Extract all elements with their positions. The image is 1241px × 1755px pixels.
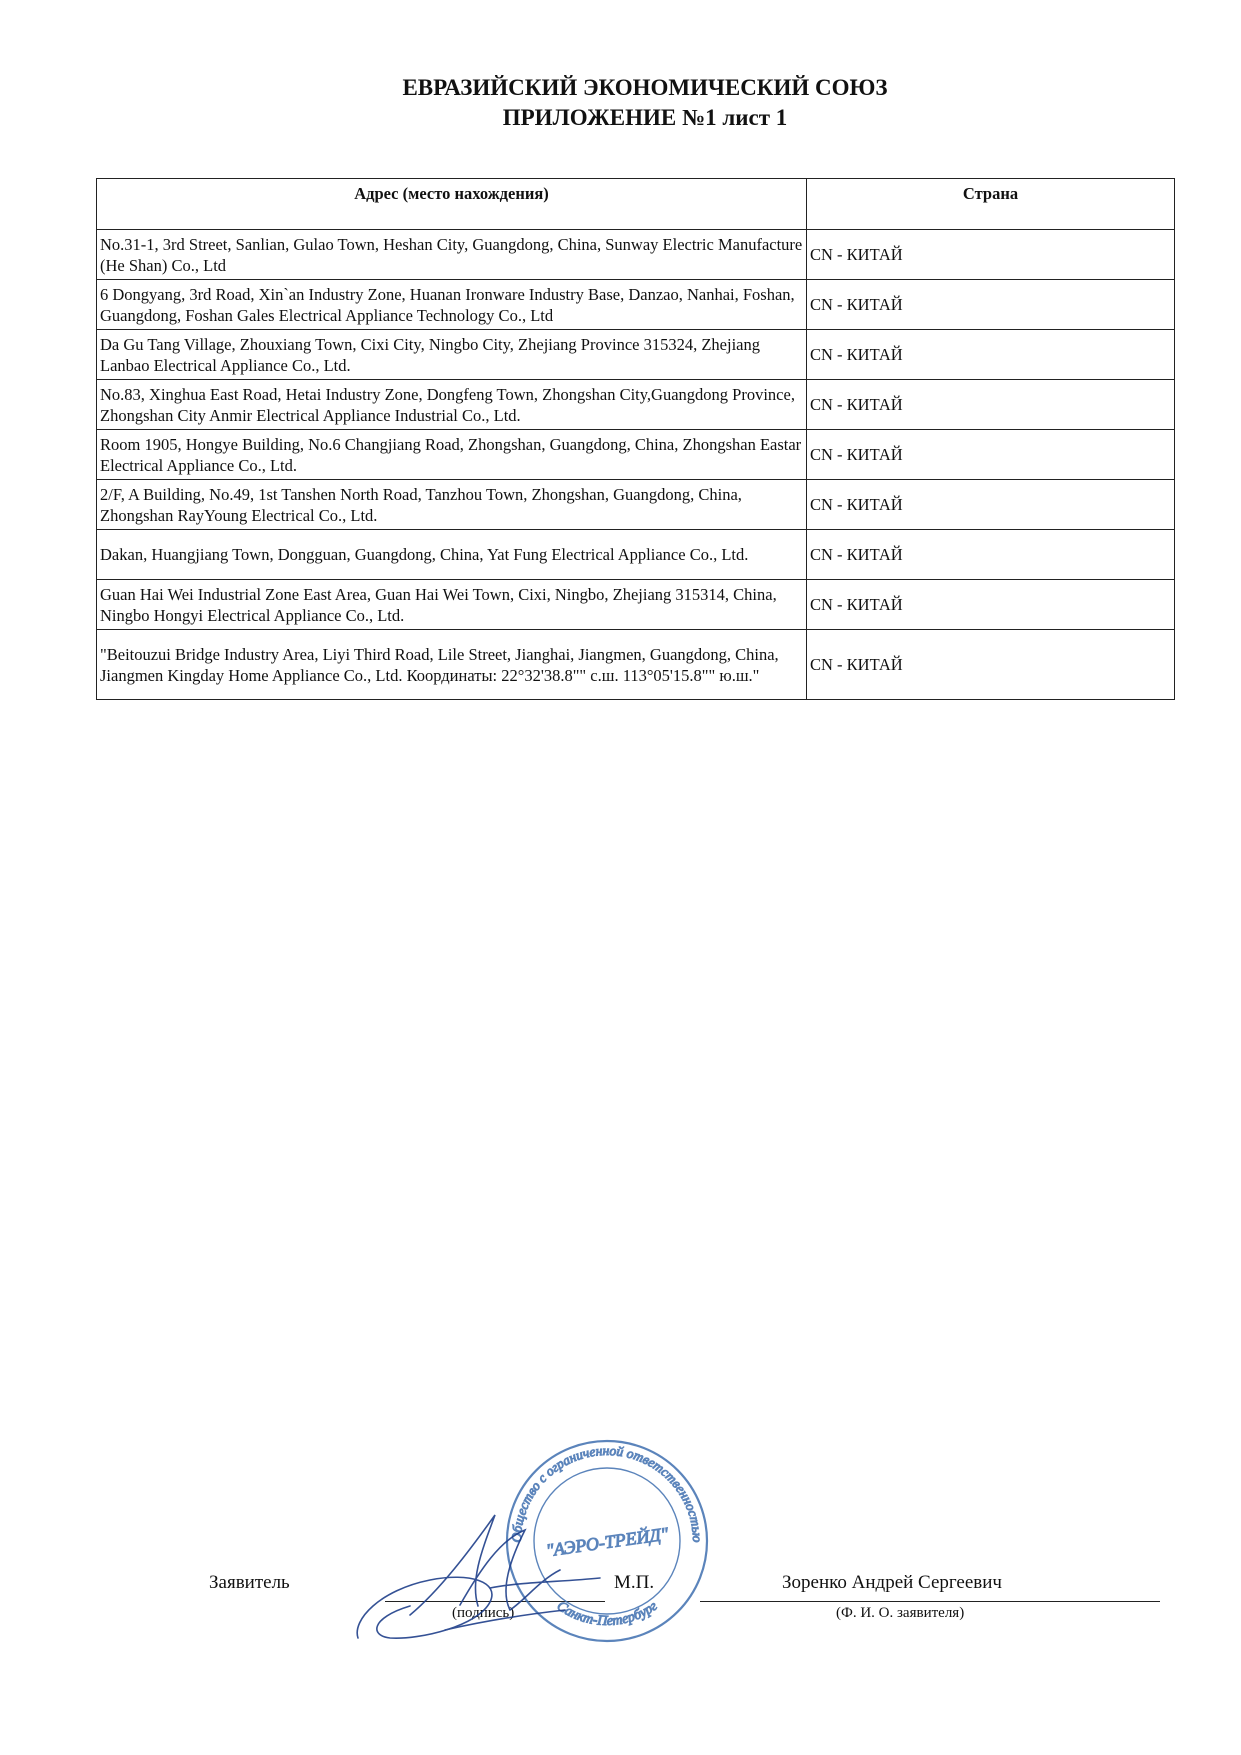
stamp-bottom-text: Санкт-Петербург [553, 1598, 661, 1630]
seal-place-label: М.П. [614, 1572, 655, 1593]
fio-caption: (Ф. И. О. заявителя) [836, 1605, 965, 1621]
country-cell: CN - КИТАЙ [807, 380, 1175, 430]
stamp-outer-text: Общество с ограниченной ответственностью [508, 1442, 706, 1543]
signature-caption: (подпись) [452, 1605, 515, 1621]
document-subtitle: ПРИЛОЖЕНИЕ №1 лист 1 [502, 105, 788, 130]
address-cell: 2/F, A Building, No.49, 1st Tanshen North Road, Tanzhou Town, Zhongshan, Guangdong, China, Zhongshan RayYoung Electrical Co., Ltd. [97, 480, 807, 530]
country-cell: CN - КИТАЙ [807, 480, 1175, 530]
address-cell: No.83, Xinghua East Road, Hetai Industry Zone, Dongfeng Town, Zhongshan City,Guangdong Province, Zhongshan City Anmir Electrical Appliance Industrial Co., Ltd. [97, 380, 807, 430]
country-cell: CN - КИТАЙ [807, 580, 1175, 630]
name-line [700, 1601, 1160, 1602]
address-cell: "Beitouzui Bridge Industry Area, Liyi Third Road, Lile Street, Jianghai, Jiangmen, Guangdong, China, Jiangmen Kingday Home Appliance Co., Ltd. Координаты: 22°32'38.8"" с.ш. 113°05'15.8"" ю.ш." [97, 630, 807, 700]
handwritten-signature [350, 1510, 610, 1650]
address-cell: 6 Dongyang, 3rd Road, Xin`an Industry Zone, Huanan Ironware Industry Base, Danzao, Nanhai, Foshan, Guangdong, Foshan Gales Electrical Appliance Technology Co., Ltd [97, 280, 807, 330]
country-cell: CN - КИТАЙ [807, 530, 1175, 580]
country-cell: CN - КИТАЙ [807, 230, 1175, 280]
applicant-name: Зоренко Андрей Сергеевич [782, 1572, 1002, 1593]
document-title: ЕВРАЗИЙСКИЙ ЭКОНОМИЧЕСКИЙ СОЮЗ [402, 75, 888, 100]
country-cell: CN - КИТАЙ [807, 330, 1175, 380]
country-cell: CN - КИТАЙ [807, 630, 1175, 700]
applicant-label: Заявитель [209, 1572, 290, 1593]
stamp-center-text: "АЭРО-ТРЕЙД" [544, 1523, 670, 1561]
country-cell: CN - КИТАЙ [807, 280, 1175, 330]
address-cell: Room 1905, Hongye Building, No.6 Changjiang Road, Zhongshan, Guangdong, China, Zhongshan Eastar Electrical Appliance Co., Ltd. [97, 430, 807, 480]
country-cell: CN - КИТАЙ [807, 430, 1175, 480]
column-header-country: Страна [807, 179, 1175, 230]
address-cell: Da Gu Tang Village, Zhouxiang Town, Cixi City, Ningbo City, Zhejiang Province 315324, Zhejiang Lanbao Electrical Appliance Co., Ltd. [97, 330, 807, 380]
address-cell: Dakan, Huangjiang Town, Dongguan, Guangdong, China, Yat Fung Electrical Appliance Co., Ltd. [97, 530, 807, 580]
address-cell: Guan Hai Wei Industrial Zone East Area, Guan Hai Wei Town, Cixi, Ningbo, Zhejiang 315314, China, Ningbo Hongyi Electrical Appliance Co., Ltd. [97, 580, 807, 630]
address-cell: No.31-1, 3rd Street, Sanlian, Gulao Town, Heshan City, Guangdong, China, Sunway Electric Manufacture (He Shan) Co., Ltd [97, 230, 807, 280]
column-header-address: Адрес (место нахождения) [97, 179, 807, 230]
